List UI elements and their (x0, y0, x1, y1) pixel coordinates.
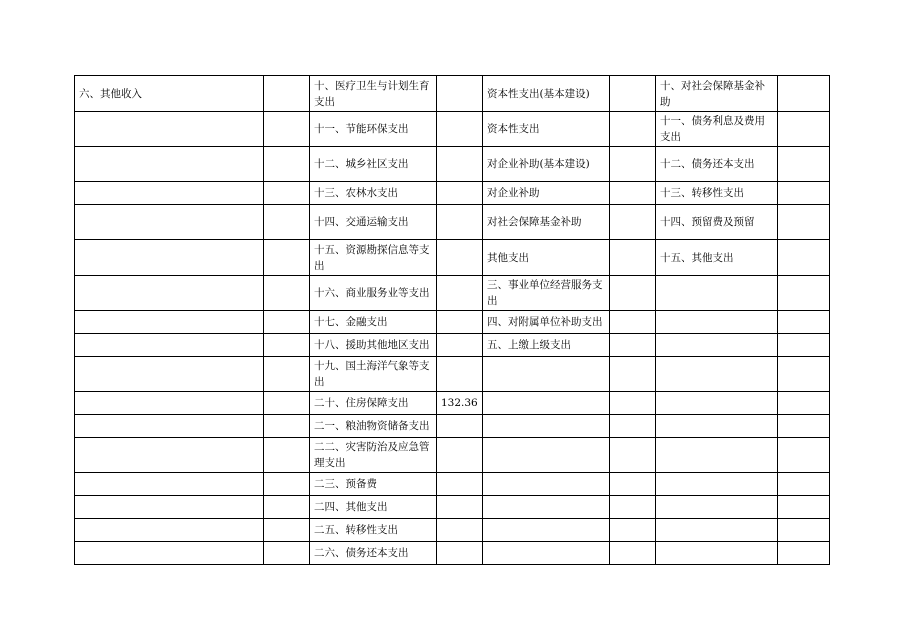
amount-cell (778, 473, 830, 496)
table-row (75, 76, 830, 112)
amount-cell (437, 415, 483, 438)
item-cell: 对社会保障基金补助 (483, 205, 610, 240)
amount-cell (437, 112, 483, 147)
item-cell (656, 542, 778, 565)
amount-cell (778, 392, 830, 415)
item-cell: 十五、资源勘探信息等支出 (310, 240, 437, 276)
amount-cell (264, 76, 310, 112)
amount-cell (264, 357, 310, 392)
amount-cell (264, 112, 310, 147)
amount-cell (610, 357, 656, 392)
item-cell (75, 357, 264, 392)
table-row (75, 334, 830, 357)
amount-cell (264, 392, 310, 415)
item-cell: 十七、金融支出 (310, 311, 437, 334)
amount-cell (610, 392, 656, 415)
item-cell (483, 357, 610, 392)
amount-cell (437, 357, 483, 392)
item-cell (75, 311, 264, 334)
item-cell (483, 496, 610, 519)
table-row (75, 496, 830, 519)
item-cell (75, 496, 264, 519)
amount-cell (437, 496, 483, 519)
amount-cell (778, 311, 830, 334)
amount-cell (437, 147, 483, 182)
amount-cell (778, 182, 830, 205)
amount-cell (610, 112, 656, 147)
amount-cell (264, 519, 310, 542)
table-row (75, 311, 830, 334)
item-cell (483, 542, 610, 565)
amount-cell (437, 519, 483, 542)
item-cell (75, 415, 264, 438)
amount-cell: 132.36 (437, 392, 483, 415)
item-cell (75, 438, 264, 473)
item-cell: 十八、援助其他地区支出 (310, 334, 437, 357)
amount-cell (778, 240, 830, 276)
amount-cell (437, 205, 483, 240)
budget-table (74, 75, 830, 565)
amount-cell (778, 438, 830, 473)
item-cell: 十二、城乡社区支出 (310, 147, 437, 182)
item-cell: 对企业补助 (483, 182, 610, 205)
amount-cell (264, 311, 310, 334)
item-cell: 十三、转移性支出 (656, 182, 778, 205)
table-row (75, 205, 830, 240)
amount-cell (778, 334, 830, 357)
table-body (75, 76, 830, 565)
amount-cell (610, 542, 656, 565)
item-cell: 十、对社会保障基金补助 (656, 76, 778, 112)
amount-cell (778, 519, 830, 542)
amount-cell (778, 496, 830, 519)
item-cell: 十五、其他支出 (656, 240, 778, 276)
amount-cell (610, 76, 656, 112)
amount-cell (610, 334, 656, 357)
item-cell: 三、事业单位经营服务支出 (483, 276, 610, 311)
item-cell: 十九、国土海洋气象等支出 (310, 357, 437, 392)
item-cell: 十一、债务利息及费用支出 (656, 112, 778, 147)
amount-cell (778, 415, 830, 438)
item-cell (656, 276, 778, 311)
item-cell (75, 392, 264, 415)
item-cell (483, 415, 610, 438)
amount-cell (437, 473, 483, 496)
item-cell: 二五、转移性支出 (310, 519, 437, 542)
amount-cell (264, 147, 310, 182)
amount-cell (264, 334, 310, 357)
item-cell (75, 519, 264, 542)
amount-cell (264, 415, 310, 438)
item-cell: 二六、债务还本支出 (310, 542, 437, 565)
amount-cell (264, 473, 310, 496)
item-cell (483, 438, 610, 473)
table-row (75, 473, 830, 496)
item-cell (75, 276, 264, 311)
item-cell (75, 147, 264, 182)
table-row (75, 438, 830, 473)
amount-cell (437, 334, 483, 357)
table-row (75, 112, 830, 147)
item-cell: 十三、农林水支出 (310, 182, 437, 205)
amount-cell (778, 357, 830, 392)
item-cell: 十六、商业服务业等支出 (310, 276, 437, 311)
item-cell (75, 334, 264, 357)
item-cell: 十四、交通运输支出 (310, 205, 437, 240)
amount-cell (610, 438, 656, 473)
item-cell (75, 182, 264, 205)
item-cell (75, 240, 264, 276)
amount-cell (437, 76, 483, 112)
amount-cell (778, 147, 830, 182)
item-cell: 十、医疗卫生与计划生育支出 (310, 76, 437, 112)
item-cell: 对企业补助(基本建设) (483, 147, 610, 182)
amount-cell (778, 76, 830, 112)
amount-cell (264, 205, 310, 240)
item-cell: 资本性支出(基本建设) (483, 76, 610, 112)
amount-cell (778, 205, 830, 240)
item-cell: 资本性支出 (483, 112, 610, 147)
item-cell: 十四、预留费及预留 (656, 205, 778, 240)
amount-cell (610, 519, 656, 542)
item-cell (75, 112, 264, 147)
item-cell (656, 334, 778, 357)
item-cell: 二二、灾害防治及应急管理支出 (310, 438, 437, 473)
table-row (75, 182, 830, 205)
item-cell (75, 542, 264, 565)
table-row (75, 542, 830, 565)
item-cell: 二十、住房保障支出 (310, 392, 437, 415)
amount-cell (264, 438, 310, 473)
amount-cell (437, 438, 483, 473)
item-cell: 十二、债务还本支出 (656, 147, 778, 182)
amount-cell (437, 542, 483, 565)
amount-cell (610, 415, 656, 438)
table-row (75, 392, 830, 415)
item-cell (656, 311, 778, 334)
amount-cell (437, 276, 483, 311)
item-cell: 六、其他收入 (75, 76, 264, 112)
table-row (75, 357, 830, 392)
table-row (75, 415, 830, 438)
item-cell (483, 392, 610, 415)
item-cell: 十一、节能环保支出 (310, 112, 437, 147)
item-cell (656, 415, 778, 438)
amount-cell (264, 542, 310, 565)
amount-cell (778, 542, 830, 565)
amount-cell (610, 205, 656, 240)
table-row (75, 519, 830, 542)
item-cell (656, 438, 778, 473)
amount-cell (778, 112, 830, 147)
amount-cell (264, 496, 310, 519)
table-row (75, 240, 830, 276)
amount-cell (610, 147, 656, 182)
item-cell (656, 496, 778, 519)
amount-cell (437, 182, 483, 205)
amount-cell (264, 182, 310, 205)
amount-cell (437, 311, 483, 334)
item-cell (75, 473, 264, 496)
item-cell (656, 357, 778, 392)
item-cell (75, 205, 264, 240)
item-cell: 四、对附属单位补助支出 (483, 311, 610, 334)
item-cell (483, 473, 610, 496)
item-cell: 二一、粮油物资储备支出 (310, 415, 437, 438)
amount-cell (610, 311, 656, 334)
item-cell (656, 473, 778, 496)
amount-cell (610, 496, 656, 519)
table-row (75, 276, 830, 311)
amount-cell (264, 240, 310, 276)
amount-cell (610, 240, 656, 276)
item-cell (656, 392, 778, 415)
amount-cell (778, 276, 830, 311)
table-row (75, 147, 830, 182)
item-cell (483, 519, 610, 542)
item-cell (656, 519, 778, 542)
amount-cell (610, 276, 656, 311)
amount-cell (437, 240, 483, 276)
item-cell: 二三、预备费 (310, 473, 437, 496)
amount-cell (610, 182, 656, 205)
item-cell: 二四、其他支出 (310, 496, 437, 519)
amount-cell (610, 473, 656, 496)
amount-cell (264, 276, 310, 311)
item-cell: 其他支出 (483, 240, 610, 276)
item-cell: 五、上缴上级支出 (483, 334, 610, 357)
